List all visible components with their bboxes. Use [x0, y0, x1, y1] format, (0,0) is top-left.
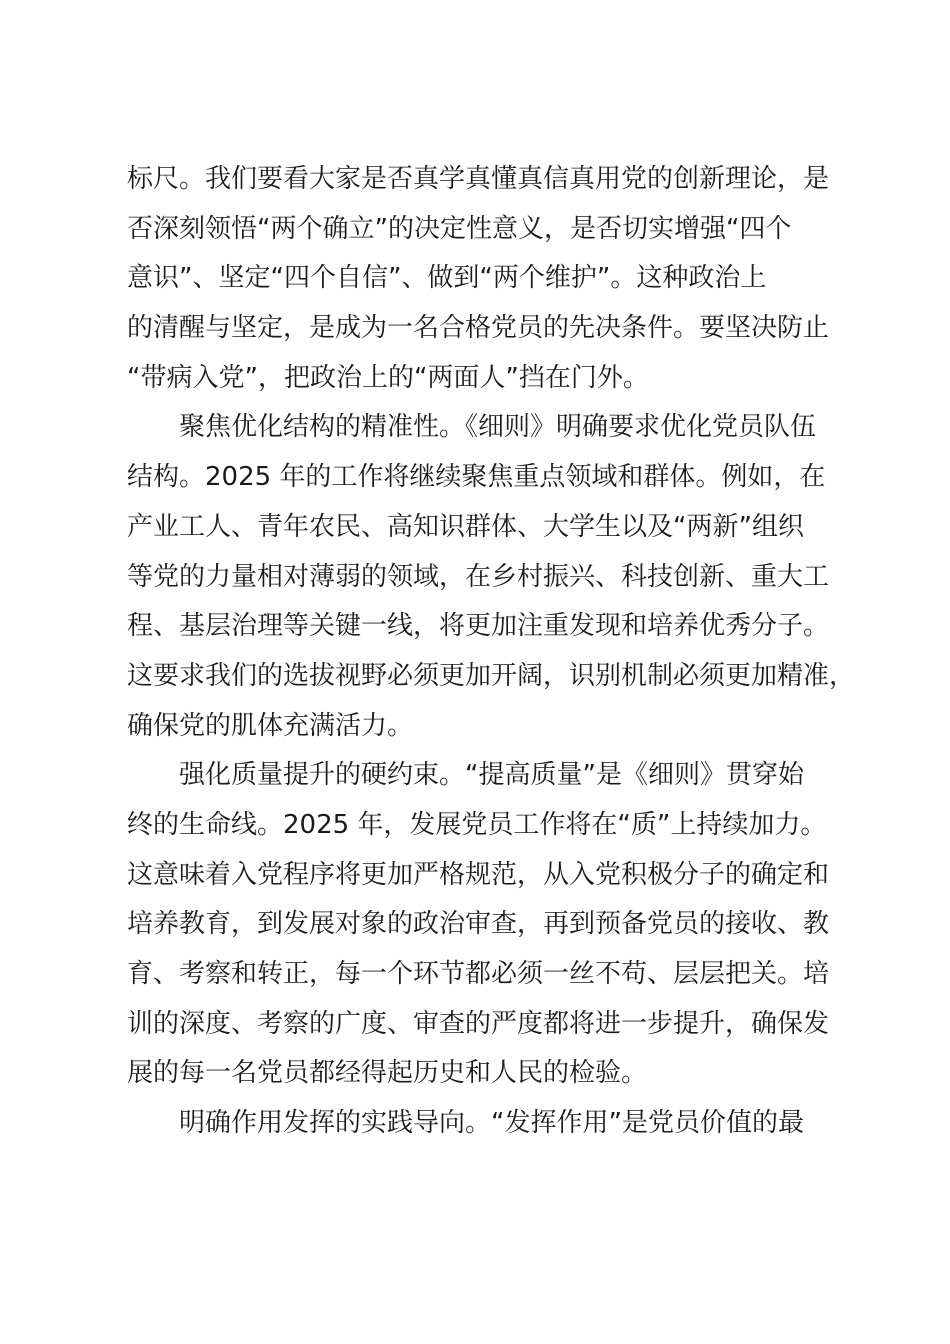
text-line: 结构。2025 年的工作将继续聚焦重点领域和群体。例如，在	[127, 462, 826, 493]
text-line: 训的深度、考察的广度、审查的严度都将进一步提升，确保发	[127, 1008, 830, 1039]
text-line: 终的生命线。2025 年，发展党员工作将在“质”上持续加力。	[127, 809, 827, 840]
paragraph-first-line: 明确作用发挥的实践导向。“发挥作用”是党员价值的最	[179, 1108, 804, 1139]
text-line: 等党的力量相对薄弱的领域，在乡村振兴、科技创新、重大工	[127, 561, 830, 592]
text-line: 程、基层治理等关键一线，将更加注重发现和培养优秀分子。	[127, 611, 830, 642]
text-line: 培养教育，到发展对象的政治审查，再到预备党员的接收、教	[127, 909, 830, 940]
text-line: 标尺。我们要看大家是否真学真懂真信真用党的创新理论，是	[127, 164, 830, 194]
text-line: 产业工人、青年农民、高知识群体、大学生以及“两新”组织	[127, 511, 804, 542]
text-line: 这要求我们的选拔视野必须更加开阔，识别机制必须更加精准，	[127, 660, 856, 691]
text-line: 的清醒与坚定，是成为一名合格党员的先决条件。要坚决防止	[127, 313, 830, 344]
text-line: “带病入党”，把政治上的“两面人”挡在门外。	[127, 362, 649, 393]
document-body	[127, 155, 856, 1149]
paragraph-first-line: 聚焦优化结构的精准性。《细则》明确要求优化党员队伍	[179, 412, 817, 443]
text-line: 这意味着入党程序将更加严格规范，从入党积极分子的确定和	[127, 859, 830, 890]
text-line: 确保党的肌体充满活力。	[127, 710, 414, 741]
paragraph-first-line: 强化质量提升的硬约束。“提高质量”是《细则》贯穿始	[179, 760, 804, 791]
text-line: 展的每一名党员都经得起历史和人民的检验。	[127, 1058, 648, 1089]
text-line: 意识”、坚定“四个自信”、做到“两个维护”。这种政治上	[127, 263, 767, 294]
text-line: 育、考察和转正，每一个环节都必须一丝不苟、层层把关。培	[127, 959, 830, 989]
text-line: 否深刻领悟“两个确立”的决定性意义，是否切实增强“四个	[127, 213, 792, 244]
